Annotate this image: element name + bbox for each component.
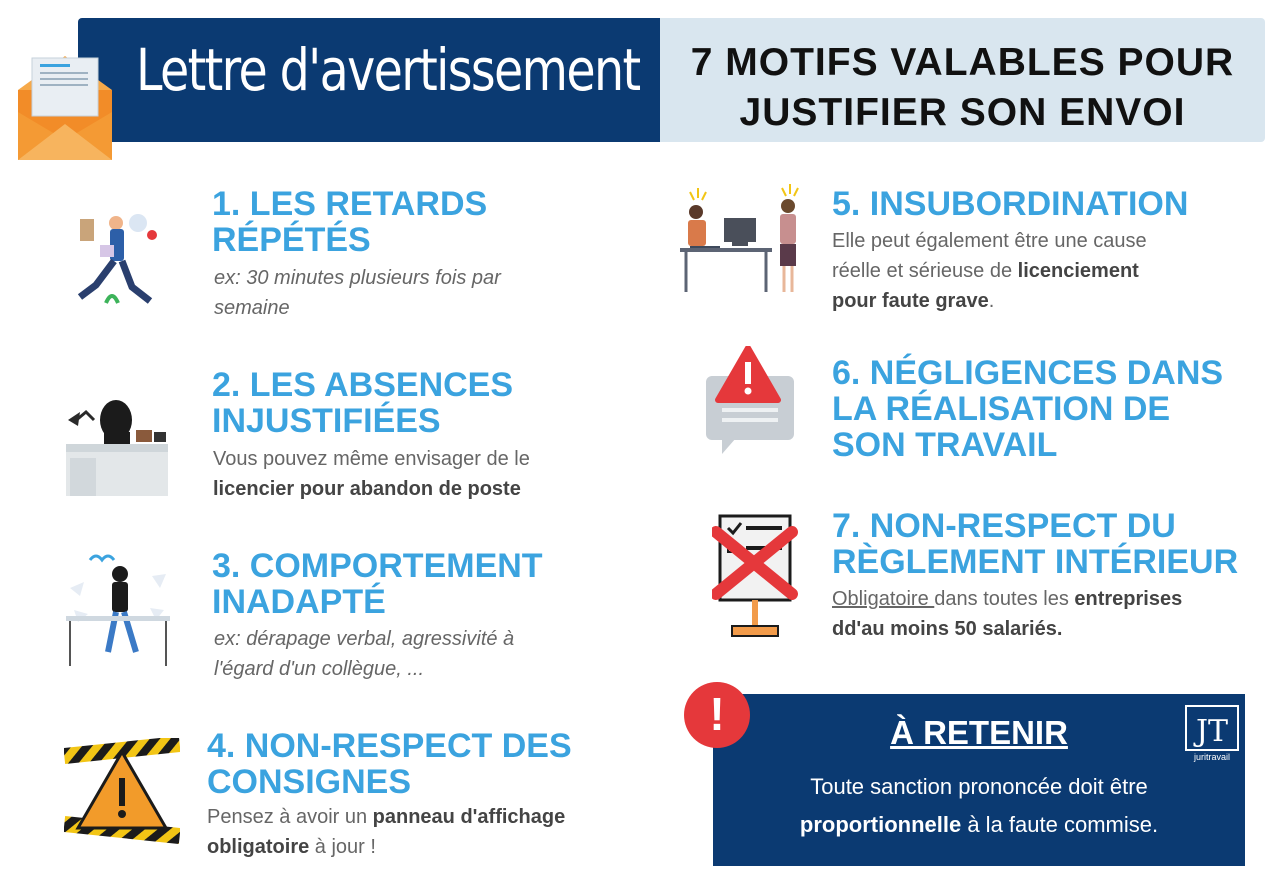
angry-employee-icon — [62, 548, 174, 670]
section-2-title-line-2: INJUSTIFIÉES — [212, 402, 441, 440]
rejected-board-icon — [712, 512, 798, 644]
juritravail-logo — [1184, 704, 1240, 762]
section-4-body-bold-1: panneau d'affichage — [372, 806, 566, 828]
section-4-body-text-2: à jour ! — [309, 836, 376, 858]
section-5-body-bold-1: licenciement — [1017, 260, 1139, 282]
section-2-title — [212, 367, 513, 439]
section-2-body-bold: licencier pour abandon de poste — [213, 478, 521, 500]
section-4-body-bold-2: obligatoire — [207, 836, 310, 858]
section-4-body — [207, 802, 565, 862]
section-7-body — [832, 584, 1182, 644]
section-1-body — [214, 263, 501, 323]
section-3-body — [214, 624, 514, 684]
empty-desk-icon — [64, 398, 170, 500]
section-6-title-line-1: 6. NÉGLIGENCES DANS — [832, 354, 1224, 392]
section-1-body-line-2: semaine — [214, 297, 290, 319]
section-3-body-line-2: l'égard d'un collègue, ... — [214, 658, 424, 680]
section-7-body-bold-2: dd'au moins 50 salariés. — [832, 618, 1063, 640]
section-6-title — [832, 355, 1223, 463]
section-4-body-text: Pensez à avoir un — [207, 806, 373, 828]
section-4-title-line-1: 4. NON-RESPECT DES — [207, 727, 572, 765]
section-5-body-text: réelle et sérieuse de — [832, 260, 1018, 282]
section-3-title-line-1: 3. COMPORTEMENT — [212, 547, 543, 585]
section-6-title-line-2: LA RÉALISATION DE — [832, 390, 1171, 428]
section-7-title — [832, 508, 1238, 580]
warning-tape-icon — [64, 738, 180, 844]
section-5-body-bold-2: pour faute grave — [832, 290, 989, 312]
section-1-title-line-1: 1. LES RETARDS — [212, 185, 488, 223]
key-takeaway-line-2: à la faute commise. — [961, 812, 1159, 837]
subtitle-line-1: 7 MOTIFS VALABLES POUR — [690, 41, 1235, 84]
section-1-title-line-2: RÉPÉTÉS — [212, 221, 371, 259]
section-7-title-line-1: 7. NON-RESPECT DU — [832, 507, 1176, 545]
running-late-icon — [66, 205, 166, 315]
section-7-body-bold-1: entreprises — [1074, 588, 1183, 610]
section-3-body-line-1: ex: dérapage verbal, agressivité à — [214, 628, 515, 650]
section-7-body-underlined: Obligatoire — [832, 588, 935, 610]
page-subtitle — [660, 38, 1265, 138]
exclamation-icon: ! — [684, 682, 750, 748]
logo-text: juritravail — [1193, 752, 1231, 762]
section-7-title-line-2: RÈGLEMENT INTÉRIEUR — [832, 543, 1239, 581]
alert-message-icon — [700, 346, 800, 456]
logo-letters: JT — [1195, 714, 1229, 749]
section-4-title-line-2: CONSIGNES — [207, 763, 412, 801]
key-takeaway-text — [713, 768, 1245, 844]
section-2-body-line-1: Vous pouvez même envisager de le — [213, 448, 530, 470]
section-3-title — [212, 548, 543, 620]
page-title: Lettre d'avertissement — [136, 36, 640, 104]
section-4-title — [207, 728, 572, 800]
section-5-body-line-1: Elle peut également être une cause — [832, 230, 1147, 252]
key-takeaway-line-1: Toute sanction prononcée doit être — [810, 774, 1148, 799]
section-5-body-period: . — [988, 290, 995, 312]
section-1-body-line-1: ex: 30 minutes plusieurs fois par — [214, 267, 501, 289]
envelope-icon — [14, 52, 114, 162]
section-6-title-line-3: SON TRAVAIL — [832, 426, 1058, 464]
section-5-title: 5. INSUBORDINATION — [832, 185, 1189, 223]
section-5-body — [832, 226, 1147, 316]
key-takeaway-title: À RETENIR — [890, 714, 1068, 751]
office-argument-icon — [676, 184, 808, 296]
subtitle-line-2: JUSTIFIER SON ENVOI — [739, 91, 1186, 134]
section-7-body-text: dans toutes les — [934, 588, 1075, 610]
key-takeaway-bold: proportionnelle — [799, 812, 962, 837]
section-2-body — [213, 444, 530, 504]
section-2-title-line-1: 2. LES ABSENCES — [212, 366, 514, 404]
section-3-title-line-2: INADAPTÉ — [212, 583, 386, 621]
section-1-title — [212, 186, 487, 258]
